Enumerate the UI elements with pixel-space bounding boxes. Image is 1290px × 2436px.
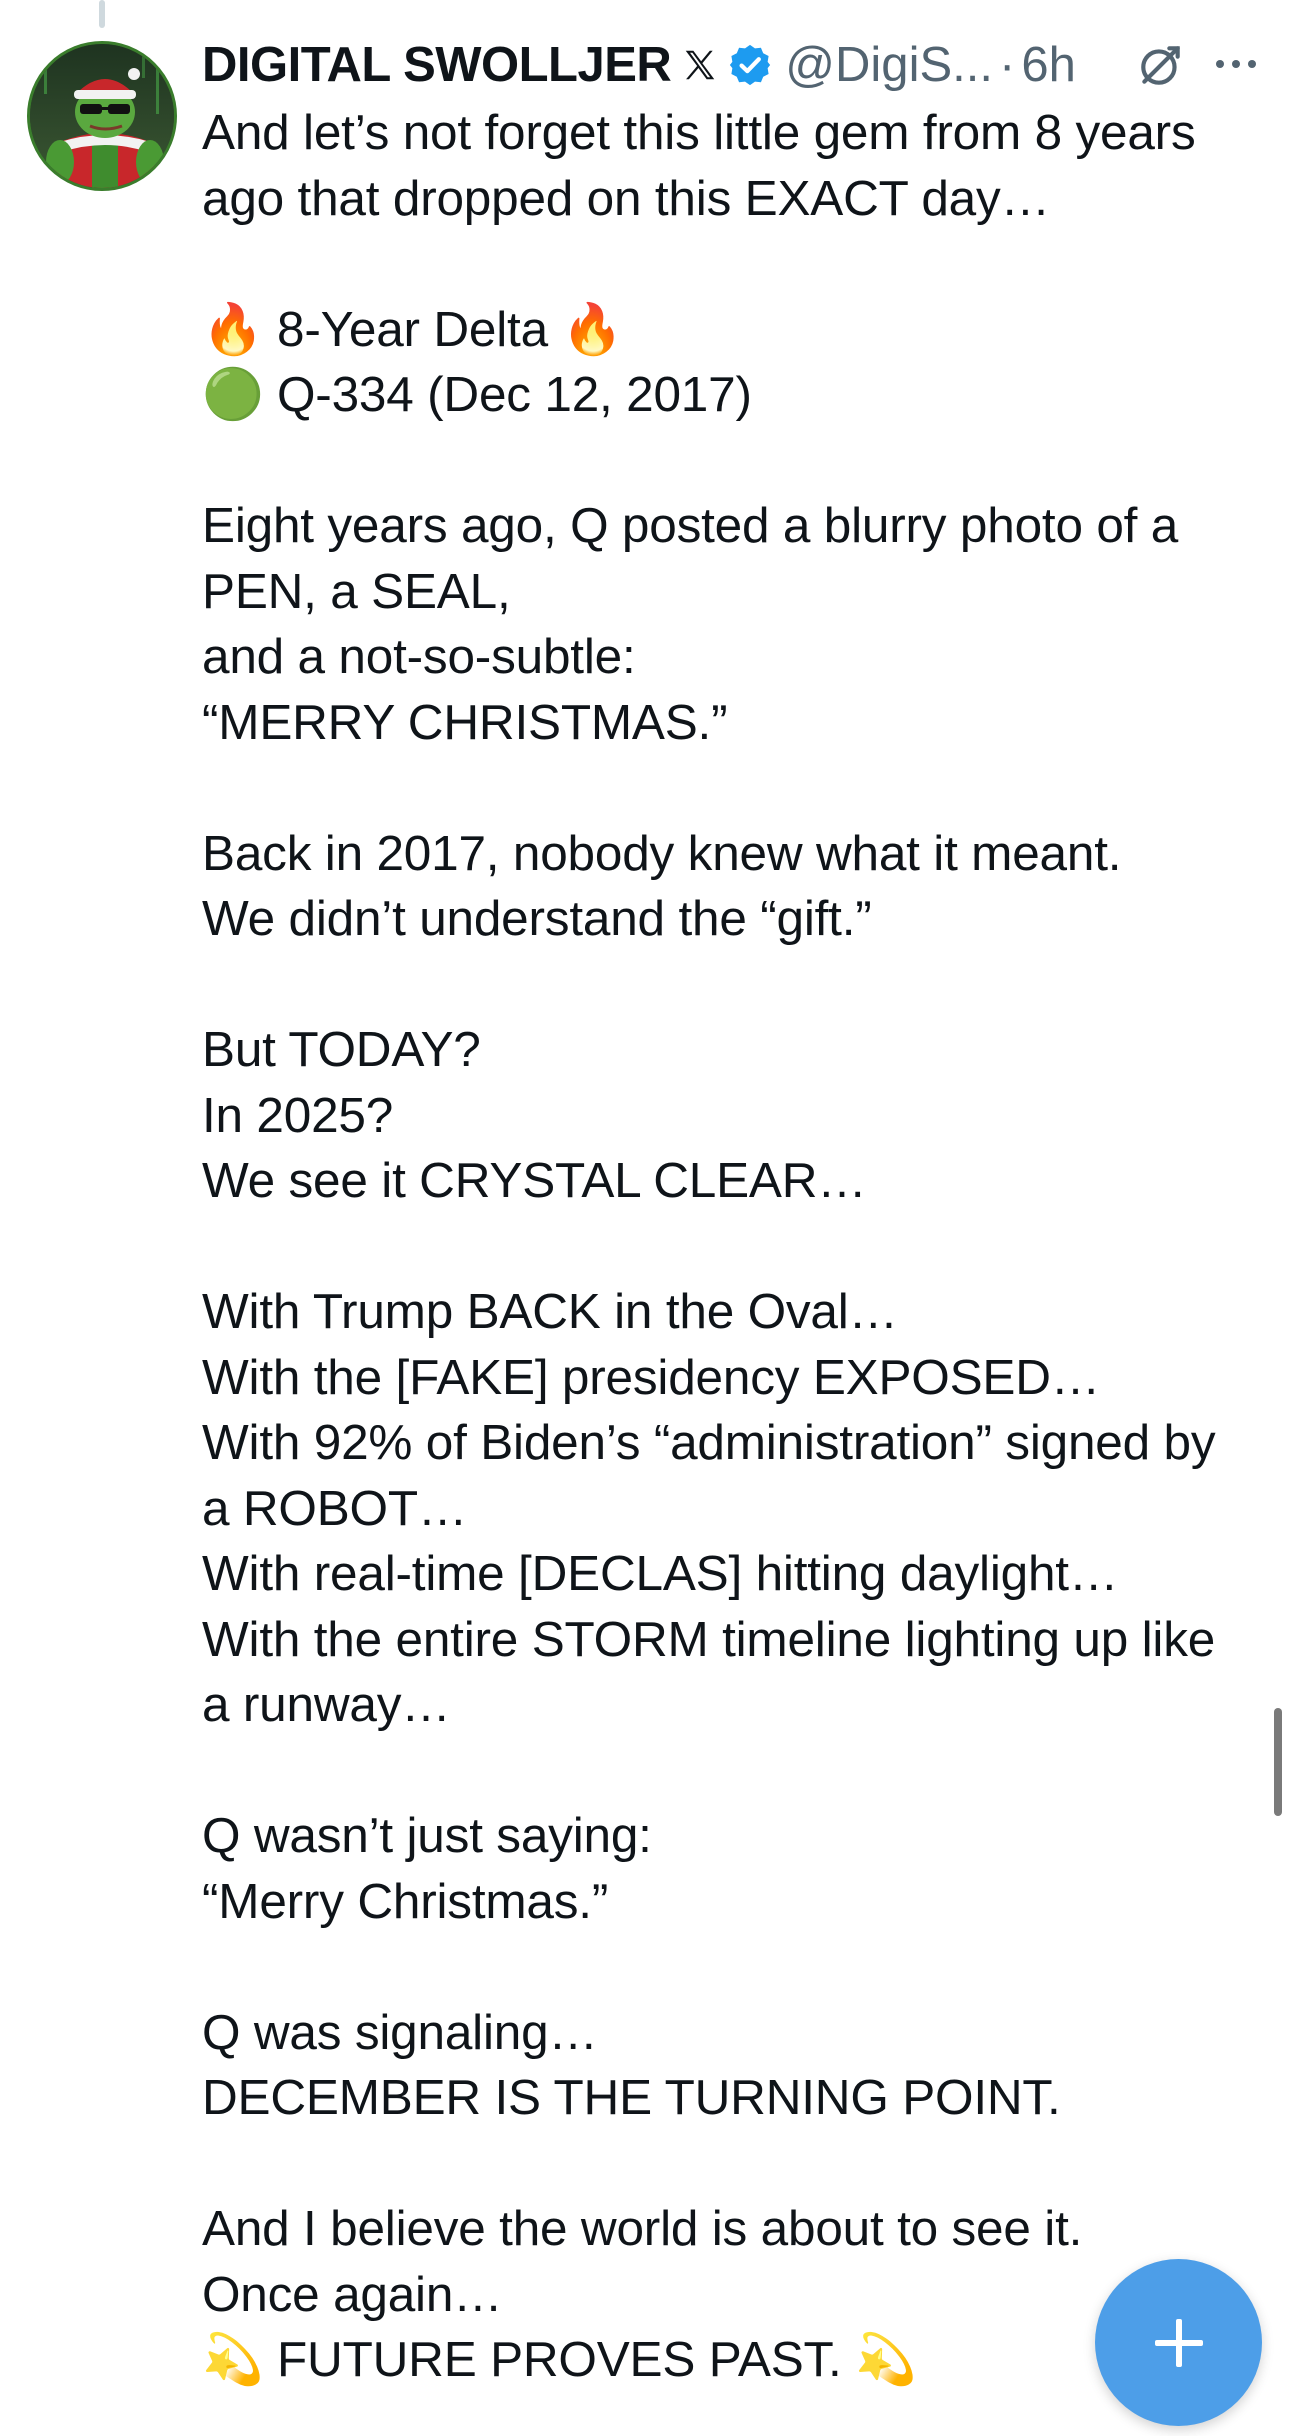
x-logo-icon [681,46,719,84]
grok-icon[interactable] [1136,40,1186,90]
scrollbar-thumb[interactable] [1274,1708,1282,1816]
pepe-santa-avatar-icon [30,44,177,191]
tweet-body-text: And let’s not forget this little gem from 8 years ago that dropped on this EXACT day… 🔥 8-Year Delta 🔥 🟢 Q-334 (Dec 12, 2017) Eight years ago, Q posted a blurry photo of a PEN, a SEAL, and a not-so-subtle: “MERRY CHRISTMAS.” Back in 2017, nobody knew what it meant. We didn’t understand the “gift.” But TODAY? In 2025? We see it CRYSTAL CLEAR… With Trump BACK in the Oval… With the [FAKE] presidency EXPOSED… With 92% of Biden’s “administration” signed by a ROBOT… With real-time [DECLAS] hitting daylight… With the entire STORM timeline lighting up like a runway… Q wasn’t just saying: “Merry Christmas.” Q was signaling… DECEMBER IS THE TURNING POINT. And I believe the world is about to see it. Once again… 💫 FUTURE PROVES PAST. 💫 [202,105,1216,2387]
verified-badge-icon[interactable] [727,42,773,88]
avatar[interactable] [27,41,177,191]
tweet-timestamp[interactable]: 6h [1021,38,1076,92]
user-handle[interactable]: @DigiS... [785,38,993,92]
compose-post-button[interactable] [1095,2259,1262,2426]
thread-connector-line [99,0,105,28]
header-separator: · [998,38,1016,92]
tweet-header [202,28,1272,102]
display-name[interactable]: DIGITAL SWOLLJER [202,38,672,92]
plus-icon [1149,2313,1209,2373]
more-options-icon[interactable] [1212,52,1260,76]
